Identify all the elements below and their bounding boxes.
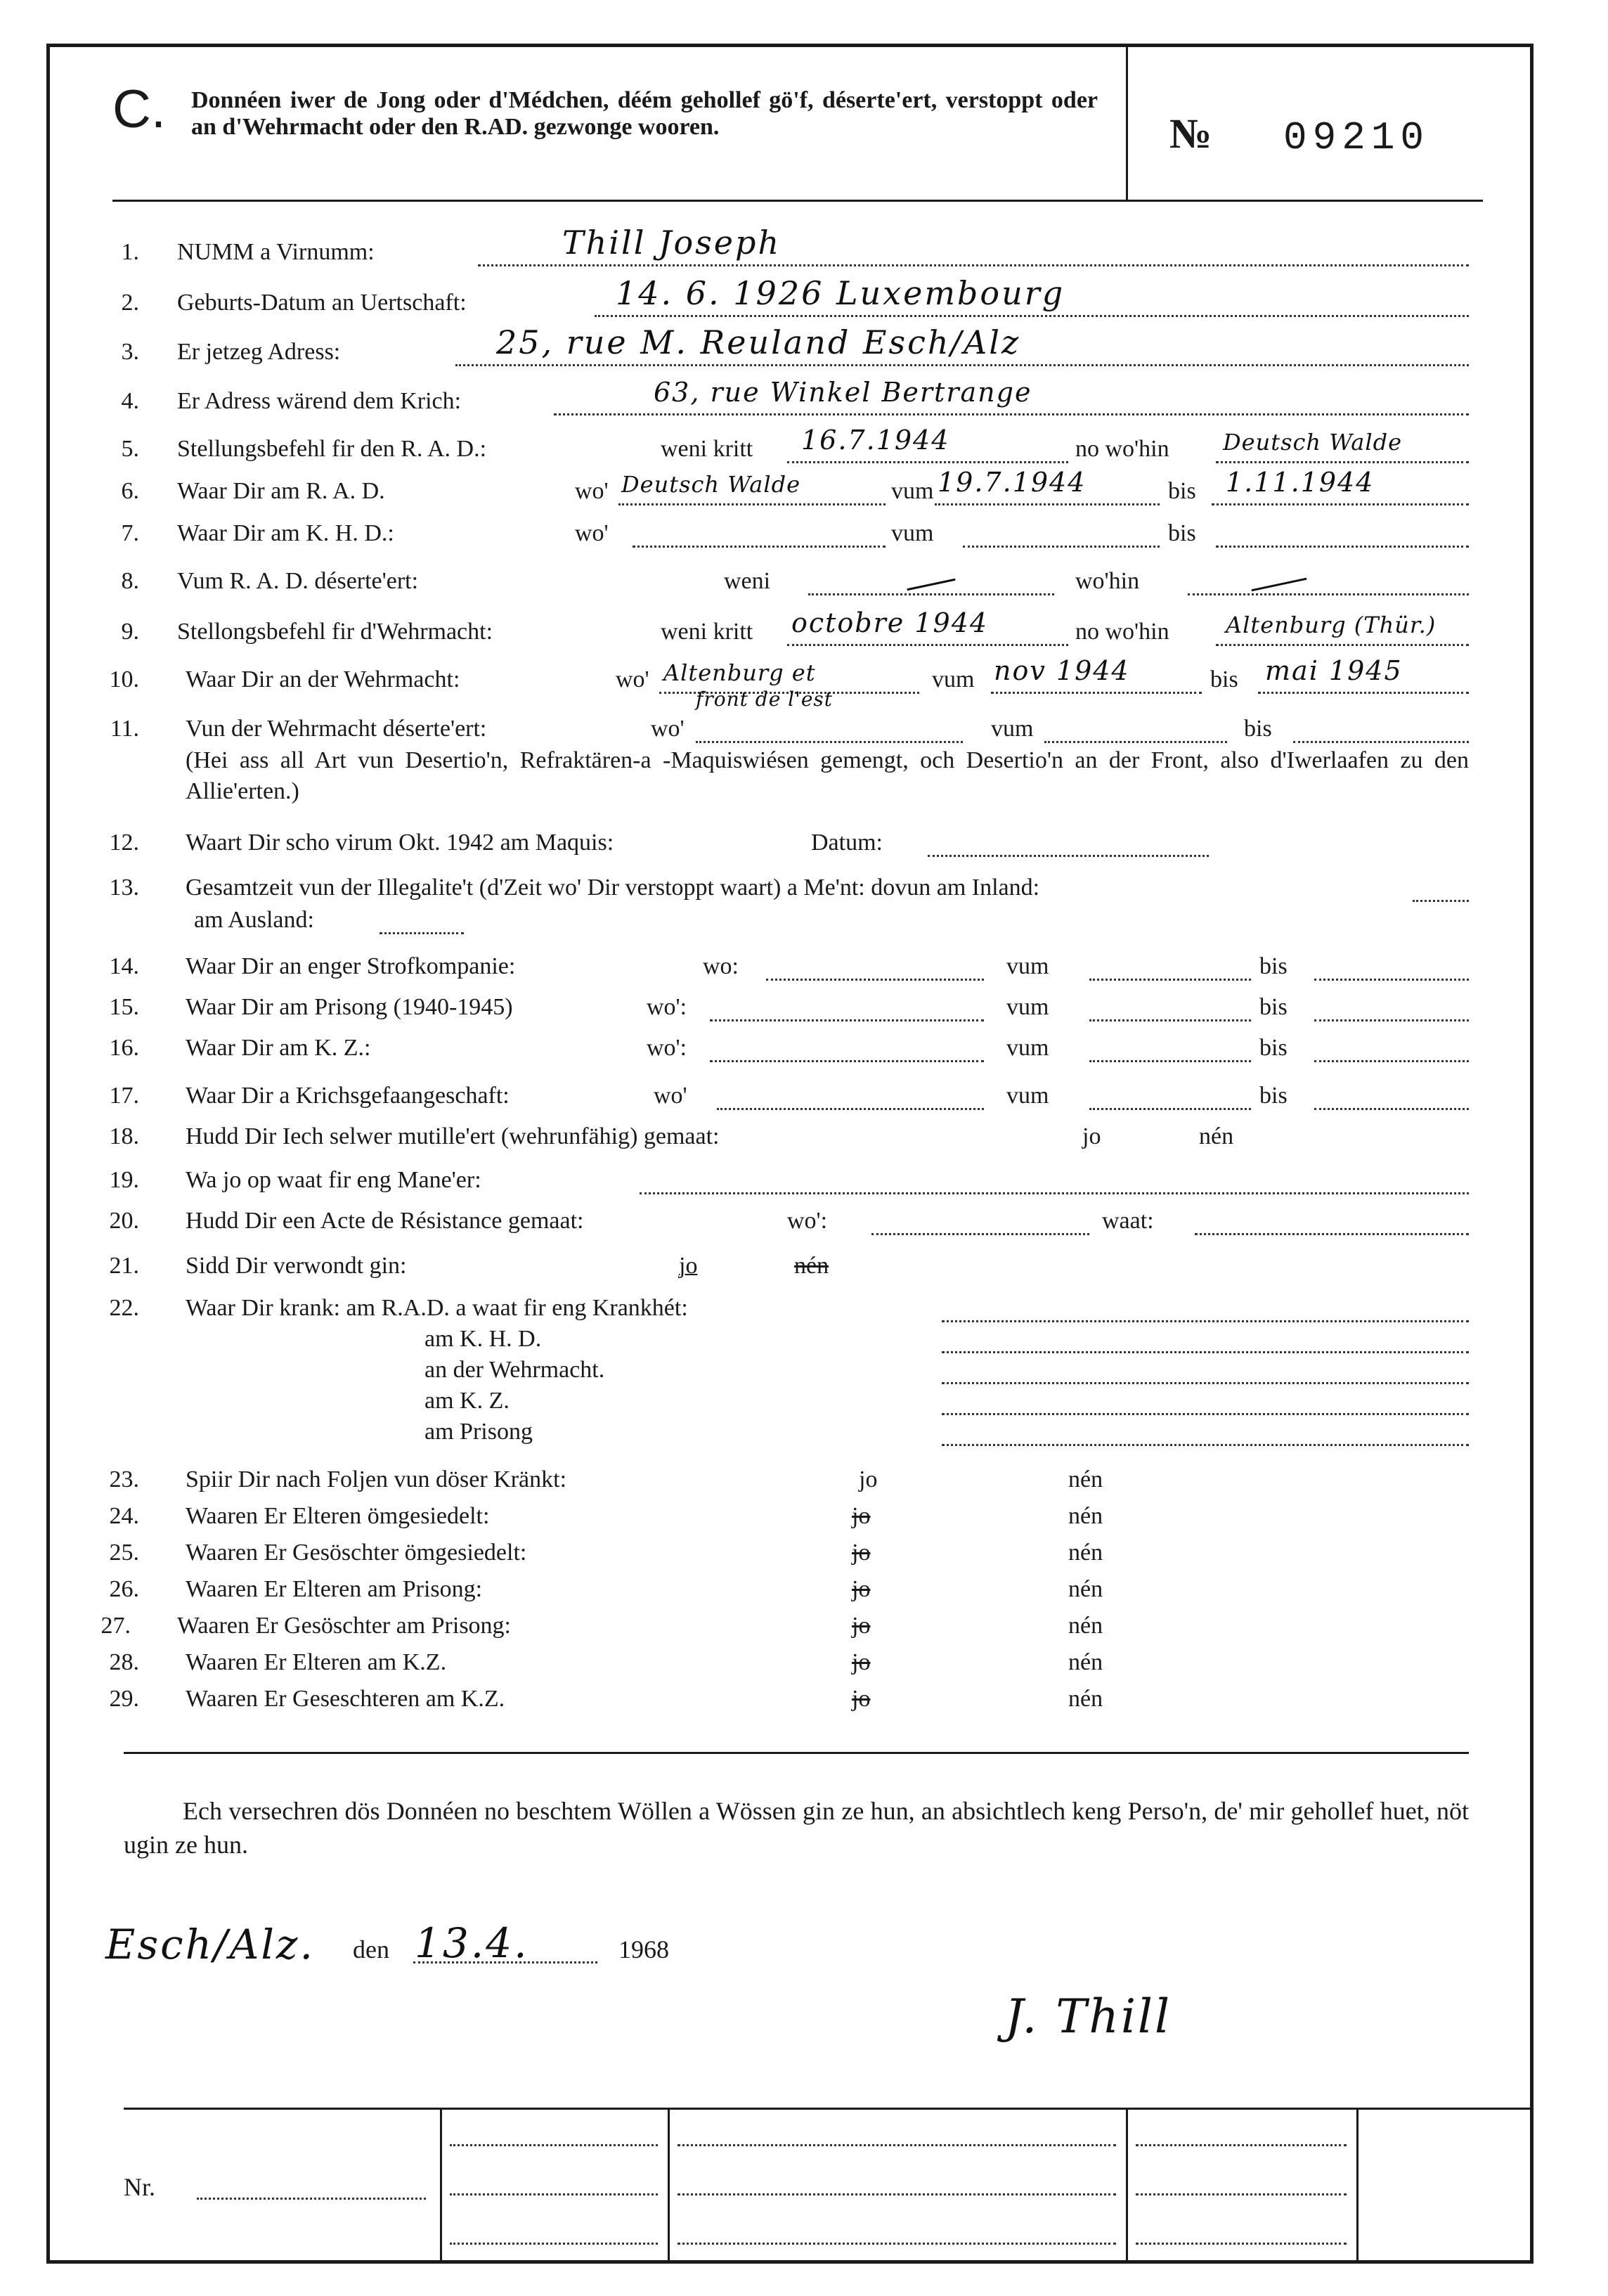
birth-line <box>595 315 1469 317</box>
wounded-label: Sidd Dir verwondt gin: <box>186 1253 407 1279</box>
illness-label: Waar Dir krank: am R.A.D. a waat fir eng Krankhét: <box>186 1295 688 1321</box>
siblings-resettled-label: Waaren Er Gesöschter ömgesiedelt: <box>186 1540 527 1566</box>
field-number: 2. <box>121 290 139 316</box>
illness-sub-label: am K. H. D. <box>424 1326 542 1352</box>
field-number: 23. <box>109 1466 139 1492</box>
field-number: 26. <box>109 1576 139 1602</box>
footer-cell-line[interactable] <box>677 2193 1116 2195</box>
name-line <box>478 264 1469 266</box>
khd-wo-label: wo' <box>575 520 609 546</box>
field-number: 17. <box>109 1083 139 1109</box>
kz-wo-label: wo': <box>647 1035 687 1061</box>
mutilation-label: Hudd Dir Iech selwer mutille'ert (wehrunfähig) gemaat: <box>186 1123 720 1149</box>
pow-bis-label: bis <box>1259 1083 1288 1109</box>
footer-cell-line[interactable] <box>1136 2144 1347 2146</box>
resistance-wo-label: wo': <box>787 1208 828 1234</box>
pow-vum-label: vum <box>1006 1083 1049 1109</box>
pow-to-line[interactable] <box>1314 1108 1469 1110</box>
wehrmacht-desertion-wo-label: wo' <box>651 716 685 742</box>
field-number: 29. <box>109 1686 139 1712</box>
khd-label: Waar Dir am K. H. D.: <box>177 520 394 546</box>
illness-sub-label: am Prisong <box>424 1419 533 1445</box>
strofkompanie-vum-label: vum <box>1006 953 1049 979</box>
parents-resettled-nen[interactable]: nén <box>1068 1503 1103 1529</box>
wehrmacht-service-to[interactable]: mai 1945 <box>1265 655 1403 686</box>
pow-wo-label: wo' <box>654 1083 687 1109</box>
rad-service-label: Waar Dir am R. A. D. <box>177 478 385 504</box>
resistance-what-line[interactable] <box>1195 1233 1469 1235</box>
illness-sub-label: an der Wehrmacht. <box>424 1357 605 1383</box>
prison-to-line[interactable] <box>1314 1019 1469 1021</box>
strofkompanie-to-line[interactable] <box>1314 979 1469 981</box>
footer-cell-line[interactable] <box>677 2243 1116 2245</box>
field-number: 4. <box>121 388 139 414</box>
illness-prison-line[interactable] <box>942 1444 1469 1446</box>
pow-label: Waar Dir a Krichsgefaangeschaft: <box>186 1083 510 1109</box>
illness-khd-line[interactable] <box>942 1351 1469 1353</box>
wehrmacht-desertion-bis-label: bis <box>1244 716 1272 742</box>
field-number: 28. <box>109 1649 139 1675</box>
wehrmacht-service-wo-label: wo' <box>616 666 649 692</box>
wehrmacht-service-from[interactable]: nov 1944 <box>994 655 1130 686</box>
rad-desertion-place-line[interactable] <box>1188 593 1469 595</box>
mutilation-jo[interactable]: jo <box>1082 1123 1101 1149</box>
mutilation-nen[interactable]: nén <box>1199 1123 1234 1149</box>
footer-divider <box>1126 2108 1128 2261</box>
strofkompanie-label: Waar Dir an enger Strofkompanie: <box>186 953 516 979</box>
prison-bis-label: bis <box>1259 994 1288 1020</box>
siblings-kz-jo[interactable]: jo <box>852 1686 871 1712</box>
illegality-label: Gesamtzeit vun der Illegalite't (d'Zeit wo' Dir verstoppt waart) a Me'nt: dovun am Inland: <box>186 875 1040 901</box>
prison-vum-label: vum <box>1006 994 1049 1020</box>
wehrmacht-service-label: Waar Dir an der Wehrmacht: <box>186 666 460 692</box>
field-number: 13. <box>109 875 139 901</box>
siblings-kz-label: Waaren Er Geseschteren am K.Z. <box>186 1686 505 1712</box>
rad-service-place-line <box>618 503 886 505</box>
field-number: 1. <box>121 239 139 265</box>
illness-rad-line[interactable] <box>942 1320 1469 1322</box>
birth-label: Geburts-Datum an Uertschaft: <box>177 290 467 316</box>
rad-order-destination-line <box>1216 461 1469 463</box>
parents-kz-nen[interactable]: nén <box>1068 1649 1103 1675</box>
form-number: 09210 <box>1283 115 1430 160</box>
wehrmacht-service-place-2[interactable]: front de l'est <box>696 688 834 711</box>
wehrmacht-service-bis-label: bis <box>1210 666 1238 692</box>
siblings-prison-label: Waaren Er Gesöschter am Prisong: <box>177 1613 512 1639</box>
siblings-resettled-nen[interactable]: nén <box>1068 1540 1103 1566</box>
wehrmacht-desertion-place-line[interactable] <box>696 741 963 743</box>
field-number: 6. <box>121 478 139 504</box>
birth-value[interactable]: 14. 6. 1926 Luxembourg <box>616 274 1065 312</box>
form-title: Donnéen iwer de Jong oder d'Médchen, déém gehollef gö'f, déserte'ert, verstoppt oder an d'Wehrmacht oder den R.AD. gezwonge wooren. <box>191 87 1098 140</box>
pow-place-line[interactable] <box>717 1108 984 1110</box>
parents-resettled-label: Waaren Er Elteren ömgesiedelt: <box>186 1503 490 1529</box>
header-divider <box>1126 46 1128 200</box>
address-value[interactable]: 25, rue M. Reuland Esch/Alz <box>496 323 1021 361</box>
maquis-datum-label: Datum: <box>811 830 883 856</box>
prison-place-line[interactable] <box>710 1019 984 1021</box>
kz-place-line[interactable] <box>710 1060 984 1062</box>
siblings-kz-nen[interactable]: nén <box>1068 1686 1103 1712</box>
footer-cell-line[interactable] <box>450 2144 658 2146</box>
resistance-label: Hudd Dir een Acte de Résistance gemaat: <box>186 1208 584 1234</box>
field-number: 15. <box>109 994 139 1020</box>
wehrmacht-desertion-to-line[interactable] <box>1293 741 1469 743</box>
field-number: 27. <box>100 1613 131 1639</box>
declaration-rule <box>124 1752 1469 1754</box>
footer-nr-label: Nr. <box>124 2173 155 2201</box>
rad-service-to[interactable]: 1.11.1944 <box>1226 467 1375 498</box>
rad-service-wo-label: wo' <box>575 478 609 504</box>
name-label: NUMM a Virnumm: <box>177 239 375 265</box>
wehrmacht-service-from-line <box>991 692 1202 694</box>
war-address-value[interactable]: 63, rue Winkel Bertrange <box>654 377 1032 408</box>
rad-desertion-wohin-label: wo'hin <box>1075 568 1140 594</box>
footer-divider <box>668 2108 670 2261</box>
field-number: 25. <box>109 1540 139 1566</box>
consequences-jo[interactable]: jo <box>859 1466 878 1492</box>
wounded-nen[interactable]: nén <box>794 1253 829 1279</box>
section-letter: C. <box>112 79 166 139</box>
field-number: 14. <box>109 953 139 979</box>
wehrmacht-order-label: Stellongsbefehl fir d'Wehrmacht: <box>177 619 493 645</box>
resistance-waat-label: waat: <box>1102 1208 1154 1234</box>
field-number: 7. <box>121 520 139 546</box>
field-number: 18. <box>109 1123 139 1149</box>
resistance-place-line[interactable] <box>871 1233 1089 1235</box>
rad-order-label: Stellungsbefehl fir den R. A. D.: <box>177 436 487 462</box>
strofkompanie-from-line[interactable] <box>1089 979 1251 981</box>
kz-bis-label: bis <box>1259 1035 1288 1061</box>
wehrmacht-order-destination[interactable]: Altenburg (Thür.) <box>1226 612 1437 638</box>
wehrmacht-order-date-line <box>787 644 1068 646</box>
footer-rule <box>124 2108 1532 2110</box>
signature-date[interactable]: 13.4. <box>415 1919 529 1967</box>
field-number: 3. <box>121 339 139 365</box>
parents-kz-jo[interactable]: jo <box>852 1649 871 1675</box>
address-label: Er jetzeg Adress: <box>177 339 341 365</box>
consequences-nen[interactable]: nén <box>1068 1466 1103 1492</box>
prison-label: Waar Dir am Prisong (1940-1945) <box>186 994 513 1020</box>
illegality-ausland-line[interactable] <box>380 932 464 934</box>
rad-service-bis-label: bis <box>1168 478 1196 504</box>
field-number: 24. <box>109 1503 139 1529</box>
prison-from-line[interactable] <box>1089 1019 1251 1021</box>
footer-divider <box>440 2108 442 2261</box>
wounded-jo[interactable]: jo <box>679 1253 698 1279</box>
footer-cell-line[interactable] <box>677 2144 1116 2146</box>
parents-prison-label: Waaren Er Elteren am Prisong: <box>186 1576 483 1602</box>
rad-service-to-line <box>1212 503 1469 505</box>
rad-order-destination[interactable]: Deutsch Walde <box>1223 429 1403 456</box>
illness-kz-line[interactable] <box>942 1413 1469 1415</box>
wehrmacht-order-destination-label: no wo'hin <box>1075 619 1169 645</box>
khd-from-line[interactable] <box>963 546 1160 548</box>
name-value[interactable]: Thill Joseph <box>562 224 782 262</box>
number-sign: № <box>1169 110 1212 157</box>
footer-cell-line[interactable] <box>1136 2193 1347 2195</box>
consequences-label: Spiir Dir nach Foljen vun döser Kränkt: <box>186 1466 567 1492</box>
wehrmacht-order-destination-line <box>1216 644 1469 646</box>
strofkompanie-bis-label: bis <box>1259 953 1288 979</box>
declaration-text: Ech versechren dös Donnéen no beschtem Wöllen a Wössen gin ze hun, an absichtlech keng Perso'n, de' mir gehollef huet, nöt ugin ze hun. <box>124 1797 1469 1859</box>
field-number: 8. <box>121 568 139 594</box>
parents-prison-nen[interactable]: nén <box>1068 1576 1103 1602</box>
field-number: 10. <box>109 666 139 692</box>
rad-desertion-date-line[interactable] <box>808 593 1054 595</box>
footer-cell-line[interactable] <box>450 2243 658 2245</box>
wehrmacht-service-to-line <box>1258 692 1469 694</box>
field-number: 22. <box>109 1295 139 1321</box>
header-rule <box>112 200 1483 202</box>
khd-vum-label: vum <box>891 520 934 546</box>
field-number: 5. <box>121 436 139 462</box>
signature-year: 1968 <box>618 1935 669 1963</box>
illegality-inland-line[interactable] <box>1413 900 1469 902</box>
footer-nr-line[interactable] <box>197 2198 426 2200</box>
illness-wehrmacht-line[interactable] <box>942 1382 1469 1384</box>
mutilation-manner-line[interactable] <box>640 1192 1469 1194</box>
desertion-note: (Hei ass all Art vun Desertio'n, Refraktären-a -Maquiswiésen gemengt, och Desertio'n an der Front, also d'Iwerlaafen zu den Allie'erten.) <box>186 747 1469 804</box>
rad-order-date[interactable]: 16.7.1944 <box>801 425 950 456</box>
strofkompanie-place-line[interactable] <box>766 979 984 981</box>
footer-divider <box>1356 2108 1359 2261</box>
field-number: 19. <box>109 1167 139 1193</box>
wehrmacht-desertion-vum-label: vum <box>991 716 1034 742</box>
wehrmacht-service-vum-label: vum <box>932 666 975 692</box>
siblings-resettled-jo[interactable]: jo <box>852 1540 871 1566</box>
field-number: 20. <box>109 1208 139 1234</box>
rad-desertion-weni-label: weni <box>724 568 771 594</box>
footer-cell-line[interactable] <box>450 2193 658 2195</box>
rad-desertion-label: Vum R. A. D. déserte'ert: <box>177 568 419 594</box>
rad-service-from-line <box>935 503 1160 505</box>
war-address-label: Er Adress wärend dem Krich: <box>177 388 462 414</box>
siblings-prison-nen[interactable]: nén <box>1068 1613 1103 1639</box>
signature-den-label: den <box>353 1935 389 1963</box>
address-line <box>455 364 1469 366</box>
siblings-prison-jo[interactable]: jo <box>852 1613 871 1639</box>
rad-order-date-line <box>787 461 1068 463</box>
kz-from-line[interactable] <box>1089 1060 1251 1062</box>
parents-kz-label: Waaren Er Elteren am K.Z. <box>186 1649 447 1675</box>
khd-place-line[interactable] <box>633 546 886 548</box>
field-number: 21. <box>109 1253 139 1279</box>
wehrmacht-desertion-from-line[interactable] <box>1044 741 1227 743</box>
field-number: 11. <box>110 716 139 742</box>
khd-bis-label: bis <box>1168 520 1196 546</box>
illness-sub-label: am K. Z. <box>424 1388 510 1414</box>
rad-service-from[interactable]: 19.7.1944 <box>938 467 1087 498</box>
maquis-label: Waart Dir scho virum Okt. 1942 am Maquis: <box>186 830 614 856</box>
prison-wo-label: wo': <box>647 994 687 1020</box>
mutilation-manner-label: Wa jo op waat fir eng Mane'er: <box>186 1167 481 1193</box>
wehrmacht-service-place[interactable]: Altenburg et <box>663 659 816 686</box>
wehrmacht-order-weni-label: weni kritt <box>661 619 753 645</box>
pow-from-line[interactable] <box>1089 1108 1251 1110</box>
field-number: 16. <box>109 1035 139 1061</box>
field-number: 12. <box>109 830 139 856</box>
signature-place[interactable]: Esch/Alz. <box>105 1921 315 1968</box>
khd-to-line[interactable] <box>1216 546 1469 548</box>
maquis-date-line[interactable] <box>928 855 1209 857</box>
parents-prison-jo[interactable]: jo <box>852 1576 871 1602</box>
illegality-ausland-label: am Ausland: <box>194 907 314 933</box>
rad-order-destination-label: no wo'hin <box>1075 436 1169 462</box>
footer-cell-line[interactable] <box>1136 2243 1347 2245</box>
rad-service-place[interactable]: Deutsch Walde <box>621 471 801 498</box>
wehrmacht-desertion-label: Vun der Wehrmacht déserte'ert: <box>186 716 487 742</box>
kz-vum-label: vum <box>1006 1035 1049 1061</box>
parents-resettled-jo[interactable]: jo <box>852 1503 871 1529</box>
kz-label: Waar Dir am K. Z.: <box>186 1035 371 1061</box>
rad-order-weni-label: weni kritt <box>661 436 753 462</box>
kz-to-line[interactable] <box>1314 1060 1469 1062</box>
rad-service-vum-label: vum <box>891 478 934 504</box>
signature-name[interactable]: J. Thill <box>1005 1989 1172 2044</box>
field-number: 9. <box>121 619 139 645</box>
war-address-line <box>554 413 1469 415</box>
wehrmacht-order-date[interactable]: octobre 1944 <box>791 607 989 638</box>
strofkompanie-wo-label: wo: <box>703 953 739 979</box>
